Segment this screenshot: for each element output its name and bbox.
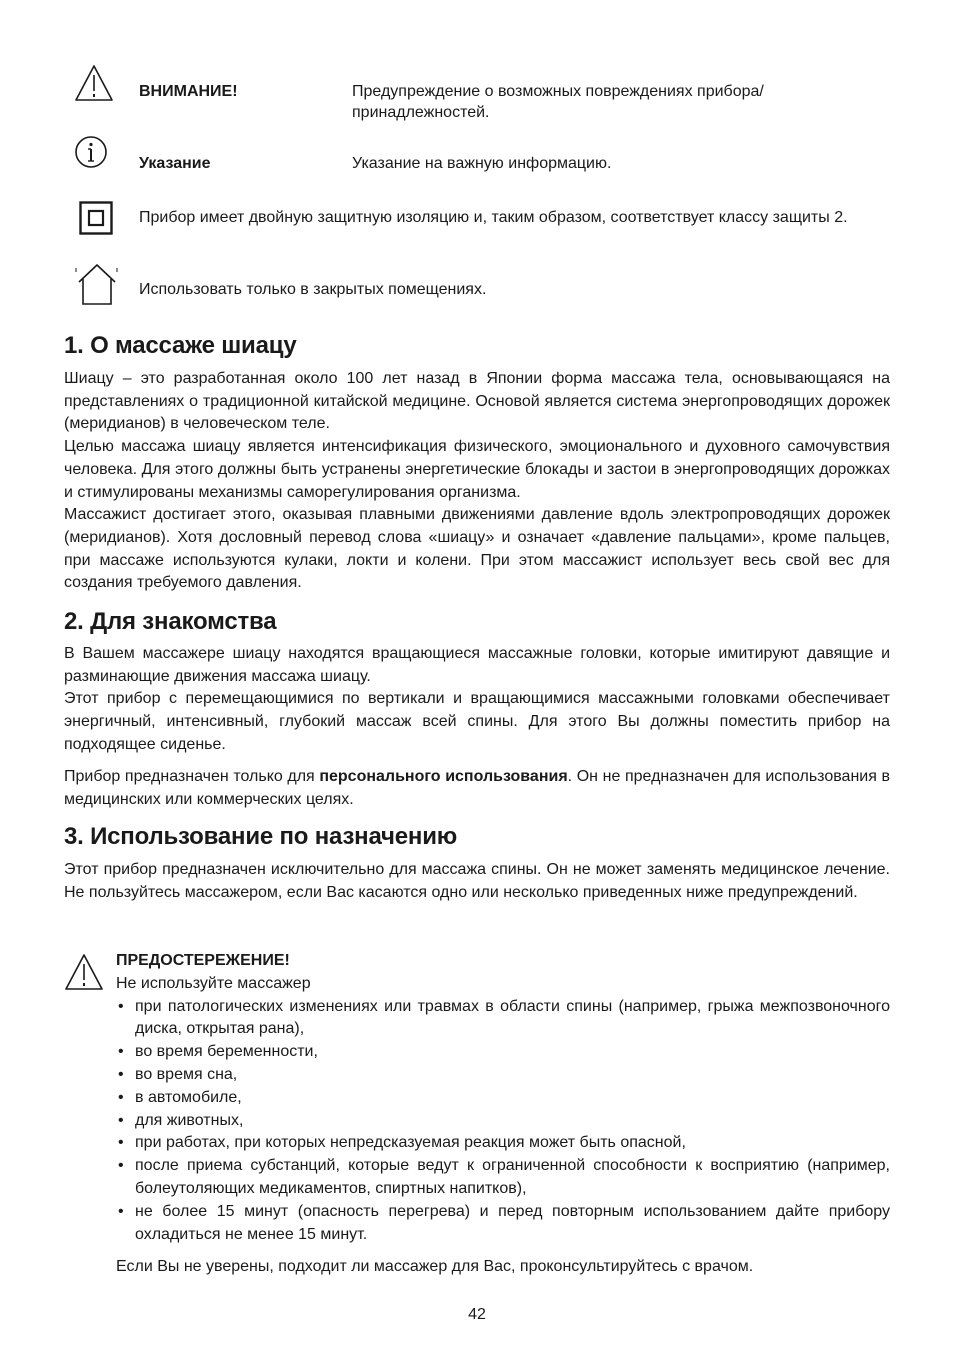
section-3-body (64, 859, 890, 904)
caution-block (116, 950, 890, 1279)
note-emphasis: персонального использования (319, 768, 568, 785)
list-item: • при патологических изменениях или травмах в области спины (например, грыжа межпозвоночного диска, открытая рана), (116, 996, 890, 1042)
list-item: • в автомобиле, (116, 1087, 890, 1110)
indoor-house-icon (73, 262, 121, 306)
list-item: • во время сна, (116, 1064, 890, 1087)
page-number: 42 (468, 1306, 486, 1323)
warning-description: Предупреждение о возможных повреждениях прибора/ принадлежностей. (352, 83, 764, 121)
caution-title: ПРЕДОСТЕРЕЖЕНИЕ! (116, 952, 290, 969)
info-label: Указание (139, 155, 211, 172)
double-insulation-icon (79, 201, 113, 235)
section-2-body (64, 643, 890, 757)
note-text: . Он не предназначен для использования в медицинских или коммерческих целях. (64, 768, 891, 808)
caution-triangle-icon (64, 953, 104, 991)
warning-label: ВНИМАНИЕ! (139, 83, 238, 100)
caution-intro: Не используйте массажер (116, 974, 311, 992)
note-text: Прибор предназначен только для (64, 768, 320, 785)
paragraph: Этот прибор предназначен исключительно для массажа спины. Он не может заменять медицинское лечение. Не пользуйтесь массажером, если Вас касаются одно или несколько приведенных ниже предупреждений. (64, 861, 890, 901)
caution-list (116, 996, 890, 1247)
paragraph: Массажист достигает этого, оказывая плавными движениями давление вдоль электропроводящих дорожек (меридианов). Хотя дословный перевод слова «шиацу» и означает «давление пальцами», кроме пальцев, при массаже используются кулаки, локти и колени. При этом массажист использует весь свой вес для создания требуемого давления. (64, 506, 890, 592)
caution-closing: Если Вы не уверены, подходит ли массажер для Вас, проконсультируйтесь с врачом. (116, 1258, 754, 1276)
paragraph: В Вашем массажере шиацу находятся вращающиеся массажные головки, которые имитируют давящие и разминающие движения массажа шиацу. (64, 645, 890, 685)
section-1-title: 1. О массаже шиацу (64, 332, 297, 359)
personal-use-note (64, 766, 890, 811)
insulation-description: Прибор имеет двойную защитную изоляцию и, таким образом, соответствует классу защиты 2. (139, 209, 848, 226)
info-icon (74, 135, 108, 169)
list-item: • для животных, (116, 1110, 890, 1133)
list-item: • после приема субстанций, которые ведут к ограниченной способности к восприятию (например, болеутоляющих медикаментов, спиртных напитков), (116, 1155, 890, 1201)
paragraph (64, 766, 890, 811)
warning-triangle-icon (74, 64, 114, 102)
paragraph: Целью массажа шиацу является интенсификация физического, эмоционального и духовного самочувствия человека. Для этого должны быть устранены энергетические блокады и застои в энергопроводящих дорожках и стимулированы механизмы саморегулирования организма. (64, 438, 890, 501)
list-item: • не более 15 минут (опасность перегрева) и перед повторным использованием дайте прибору охладиться не менее 15 минут. (116, 1201, 890, 1247)
list-item: • во время беременности, (116, 1041, 890, 1064)
indoor-description: Использовать только в закрытых помещениях. (139, 281, 487, 298)
section-1-body (64, 368, 890, 595)
section-2-title: 2. Для знакомства (64, 608, 277, 635)
section-3-title: 3. Использование по назначению (64, 823, 458, 850)
paragraph: Этот прибор с перемещающимися по вертикали и вращающимися массажными головками обеспечивает энергичный, интенсивный, глубокий массаж всей спины. Для этого Вы должны поместить прибор на подходящее сиденье. (64, 690, 890, 753)
info-description: Указание на важную информацию. (352, 155, 612, 172)
list-item: • при работах, при которых непредсказуемая реакция может быть опасной, (116, 1132, 890, 1155)
paragraph: Шиацу – это разработанная около 100 лет назад в Японии форма массажа тела, основывающаяся на представлениях о традиционной китайской медицине. Основой является система энергопроводящих дорожек (меридианов) в человеческом теле. (64, 370, 890, 433)
